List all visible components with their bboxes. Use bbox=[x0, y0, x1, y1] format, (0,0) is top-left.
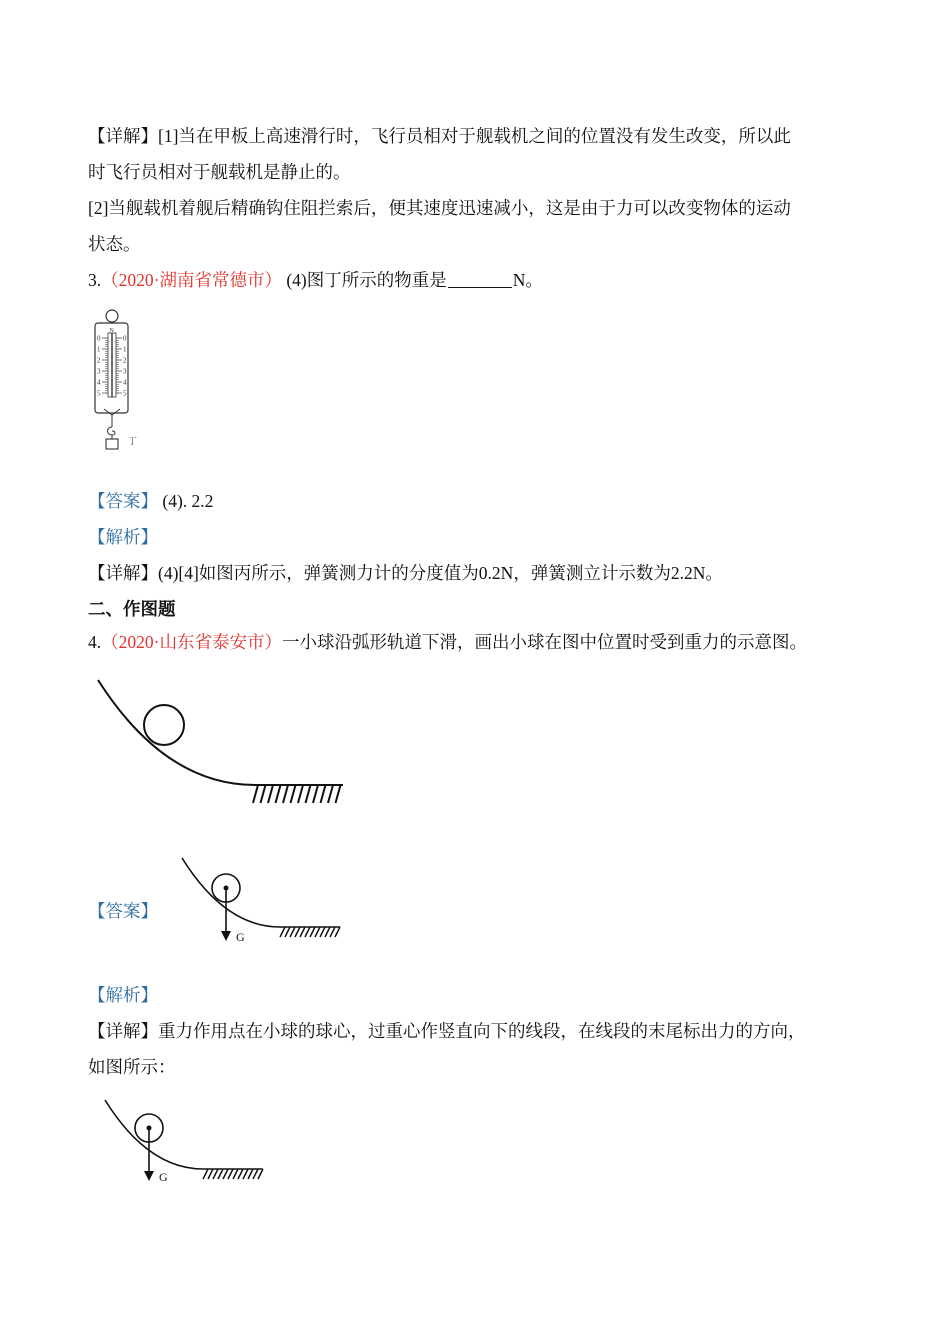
hatch-line bbox=[238, 1169, 243, 1179]
hatch-line bbox=[300, 927, 305, 937]
q3-number: 3. bbox=[88, 270, 102, 290]
hatch-line bbox=[213, 1169, 218, 1179]
final-ground-hatching bbox=[203, 1169, 263, 1179]
q2-detail-line-2: 时飞行员相对于舰载机是静止的。 bbox=[88, 162, 351, 182]
scale-ticks-right bbox=[116, 335, 127, 398]
ball bbox=[144, 705, 184, 745]
scale-number-right: 3 bbox=[123, 367, 127, 376]
q4-answer-label: 【答案】 bbox=[88, 901, 158, 921]
hatch-line bbox=[253, 785, 258, 803]
hatch-line bbox=[280, 927, 285, 937]
answer-ground-hatching bbox=[280, 927, 340, 937]
hatch-line bbox=[335, 927, 340, 937]
hatch-line bbox=[276, 785, 281, 803]
ground-hatching bbox=[253, 785, 341, 803]
q3-answer-text: (4). 2.2 bbox=[158, 491, 214, 511]
hatch-line bbox=[268, 785, 273, 803]
q4-question-text: 一小球沿弧形轨道下滑，画出小球在图中位置时受到重力的示意图。 bbox=[281, 632, 807, 652]
hatch-line bbox=[313, 785, 318, 803]
section-heading-drawing: 二、作图题 bbox=[88, 599, 176, 619]
scale-number-right: 5 bbox=[123, 389, 127, 398]
q3-detail: 【详解】(4)[4]如图丙所示，弹簧测力计的分度值为0.2N，弹簧测立计示数为2.2N。 bbox=[88, 563, 723, 583]
gravity-label: G bbox=[236, 930, 245, 944]
hatch-line bbox=[306, 785, 311, 803]
scale-top-label: N bbox=[109, 328, 114, 334]
q3-answer-blank bbox=[448, 271, 512, 288]
hatch-line bbox=[330, 927, 335, 937]
hatch-line bbox=[243, 1169, 248, 1179]
q3-source: （2020·湖南省常德市） bbox=[101, 270, 282, 290]
hatch-line bbox=[208, 1169, 213, 1179]
weight-block bbox=[106, 439, 118, 449]
arc-track bbox=[98, 680, 343, 785]
hatch-line bbox=[298, 785, 303, 803]
hatch-line bbox=[223, 1169, 228, 1179]
hatch-line bbox=[321, 785, 326, 803]
q4-detail-line-2: 如图所示： bbox=[88, 1057, 176, 1077]
q4-source: （2020·山东省泰安市） bbox=[101, 632, 282, 652]
q4-detail-line-1: 【详解】重力作用点在小球的球心，过重心作竖直向下的线段，在线段的末尾标出力的方向， bbox=[88, 1021, 806, 1041]
hatch-line bbox=[290, 927, 295, 937]
q4-question bbox=[88, 630, 807, 654]
scale-number-right: 4 bbox=[123, 378, 127, 387]
scale-number-left: 0 bbox=[97, 334, 101, 343]
spring-scale-figure bbox=[90, 305, 150, 455]
scale-ticks-left bbox=[97, 335, 108, 398]
q2-detail-line-4: 状态。 bbox=[88, 234, 141, 254]
hatch-line bbox=[228, 1169, 233, 1179]
scale-hook bbox=[108, 427, 116, 435]
q3-question bbox=[88, 268, 543, 292]
scale-number-left: 3 bbox=[97, 367, 101, 376]
final-gravity-label: G bbox=[159, 1170, 168, 1184]
q4-question-figure bbox=[95, 675, 355, 810]
hatch-line bbox=[295, 927, 300, 937]
answer-arc-track bbox=[182, 858, 340, 927]
hatch-line bbox=[310, 927, 315, 937]
hatch-line bbox=[253, 1169, 258, 1179]
q4-number: 4. bbox=[88, 632, 102, 652]
hatch-line bbox=[315, 927, 320, 937]
hatch-line bbox=[320, 927, 325, 937]
q3-answer bbox=[88, 489, 213, 513]
scale-number-left: 1 bbox=[97, 345, 101, 354]
scale-bottom-neck bbox=[104, 409, 120, 415]
final-arc-track bbox=[105, 1100, 263, 1169]
hatch-line bbox=[336, 785, 341, 803]
final-gravity-arrow-head bbox=[144, 1171, 154, 1181]
q2-detail-line-1: 【详解】[1]当在甲板上高速滑行时，飞行员相对于舰载机之间的位置没有发生改变，所以此 bbox=[88, 126, 791, 146]
q4-answer-figure bbox=[180, 855, 345, 950]
hatch-line bbox=[203, 1169, 208, 1179]
q3-question-text: (4)图丁所示的物重是 bbox=[281, 270, 447, 290]
hatch-line bbox=[261, 785, 266, 803]
figure-label-ding: 丁 bbox=[128, 436, 138, 446]
q4-analysis-label: 【解析】 bbox=[88, 985, 158, 1005]
gravity-arrow-head bbox=[221, 931, 231, 941]
scale-number-right: 0 bbox=[123, 334, 127, 343]
scale-number-right: 2 bbox=[123, 356, 127, 365]
hatch-line bbox=[233, 1169, 238, 1179]
q3-answer-label: 【答案】 bbox=[88, 491, 158, 511]
hatch-line bbox=[258, 1169, 263, 1179]
hatch-line bbox=[218, 1169, 223, 1179]
q2-detail-line-3: [2]当舰载机着舰后精确钩住阻拦索后，便其速度迅速减小，这是由于力可以改变物体的运动 bbox=[88, 198, 791, 218]
scale-number-left: 2 bbox=[97, 356, 101, 365]
hatch-line bbox=[248, 1169, 253, 1179]
scale-top-ring bbox=[106, 310, 118, 322]
scale-number-left: 4 bbox=[97, 378, 101, 387]
scale-number-right: 1 bbox=[123, 345, 127, 354]
hatch-line bbox=[325, 927, 330, 937]
q3-question-unit: N。 bbox=[512, 270, 543, 290]
hatch-line bbox=[328, 785, 333, 803]
hatch-line bbox=[285, 927, 290, 937]
hatch-line bbox=[291, 785, 296, 803]
hatch-line bbox=[283, 785, 288, 803]
scale-number-left: 5 bbox=[97, 389, 101, 398]
hatch-line bbox=[305, 927, 310, 937]
q4-final-figure bbox=[103, 1097, 268, 1192]
q3-analysis-label: 【解析】 bbox=[88, 527, 158, 547]
